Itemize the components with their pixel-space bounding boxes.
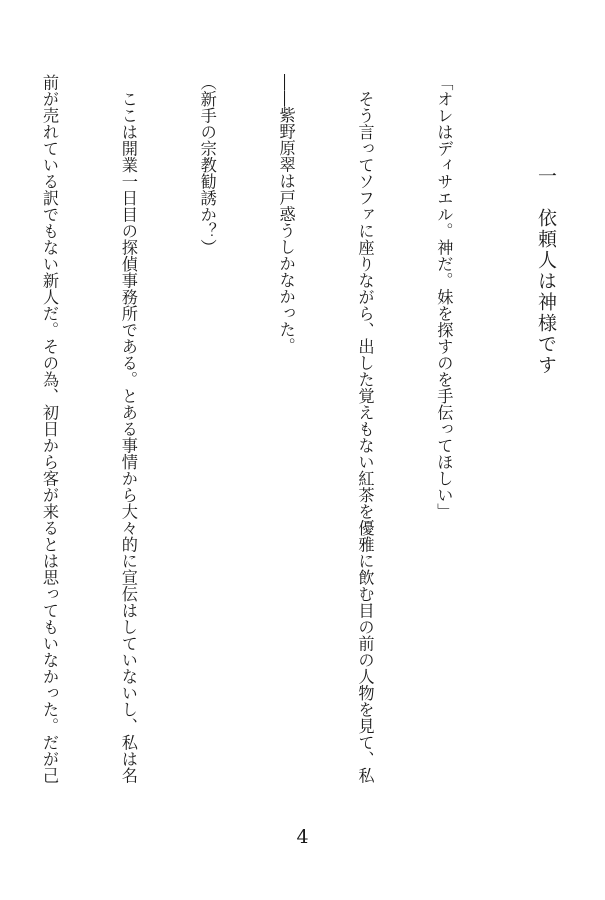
body-text <box>0 74 509 784</box>
text-line: 「オレはディサエル。神だ。妹を探すのを手伝ってほしい」 <box>434 74 454 520</box>
text-line: ――紫野原翠は戸惑うしかなかった。 <box>276 74 296 355</box>
text-line: そう言ってソファに座りながら、出した覚えもない紅茶を優雅に飲む目の前の人物を見て、私 <box>355 74 375 784</box>
page-number: 4 <box>296 826 309 848</box>
text-line: （新手の宗教勧誘か？） <box>197 74 217 256</box>
chapter-title: 一 依頼人は神様です <box>535 166 557 376</box>
text-line: ここは開業一日目の探偵事務所である。とある事情から大々的に宣伝はしていないし、私は名 <box>118 74 138 784</box>
text-line: 前が売れている訳でもない新人だ。その為、初日から客が来るとは思ってもいなかった。だが己 <box>39 74 59 784</box>
